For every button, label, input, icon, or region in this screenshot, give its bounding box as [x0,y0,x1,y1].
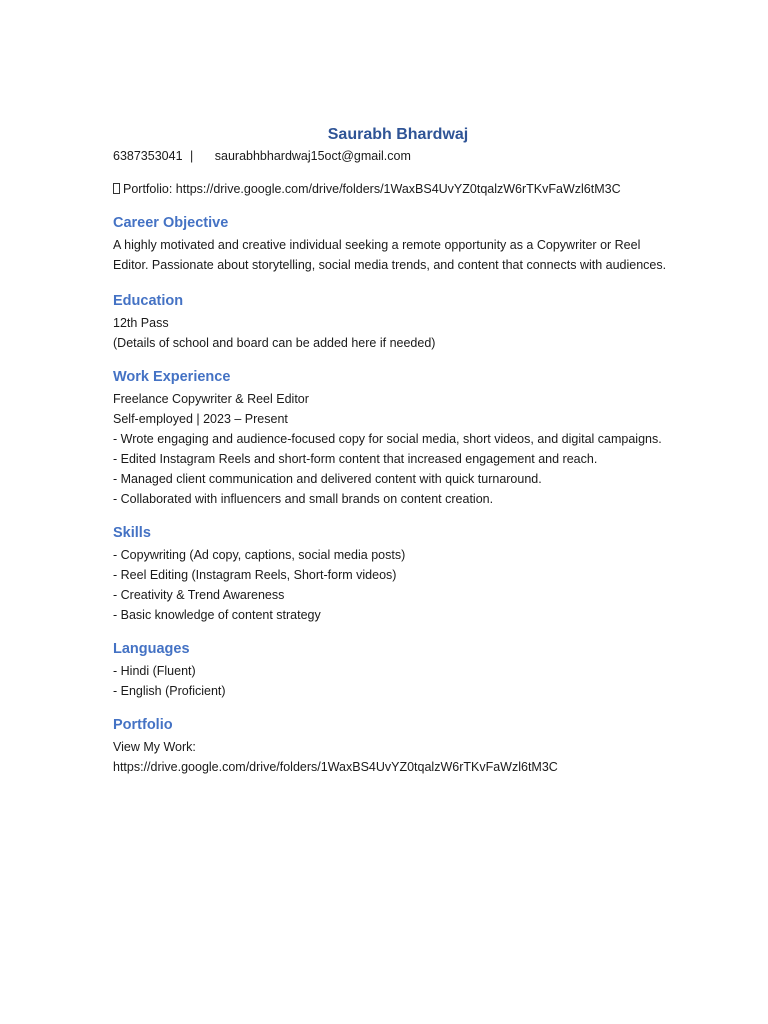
contact-line [113,146,673,166]
portfolio-url: https://drive.google.com/drive/folders/1WaxBS4UvYZ0tqalzW6rTKvFaWzl6tM3C [113,760,558,774]
work-bullet: - Managed client communication and delivered content with quick turnaround. [113,472,542,486]
language-item: - Hindi (Fluent) [113,664,196,678]
work-bullet: - Collaborated with influencers and small brands on content creation. [113,492,494,506]
languages-heading: Languages [113,641,190,657]
skill-item: - Creativity & Trend Awareness [113,588,285,602]
work-bullet: - Wrote engaging and audience-focused copy for social media, short videos, and digital campaigns. [113,432,662,446]
work-experience-heading: Work Experience [113,369,231,385]
job-title: Freelance Copywriter & Reel Editor [113,392,309,406]
candidate-name: Saurabh Bhardwaj [327,126,469,143]
work-bullet: - Edited Instagram Reels and short-form content that increased engagement and reach. [113,452,598,466]
portfolio-contact-line [113,179,673,199]
portfolio-heading: Portfolio [113,717,173,733]
language-item: - English (Proficient) [113,684,226,698]
education-heading: Education [113,293,184,309]
portfolio-label: View My Work: [113,740,196,754]
portfolio-contact-text: Portfolio: https://drive.google.com/drive/folders/1WaxBS4UvYZ0tqalzW6rTKvFaWzl6tM3C [123,182,621,196]
skill-item: - Copywriting (Ad copy, captions, social media posts) [113,548,406,562]
career-objective-text: A highly motivated and creative individual seeking a remote opportunity as a Copywriter or Reel Editor. Passionate about storytelling, social media trends, and content that connects with audiences. [113,238,667,272]
job-period: Self-employed | 2023 – Present [113,412,288,426]
contact-separator: | [190,149,194,163]
education-line: 12th Pass [113,316,169,330]
education-line: (Details of school and board can be added here if needed) [113,336,436,350]
missing-glyph-icon [113,183,120,194]
skill-item: - Reel Editing (Instagram Reels, Short-form videos) [113,568,397,582]
resume-page [113,124,673,777]
phone-number: 6387353041 [113,149,183,163]
career-objective-heading: Career Objective [113,215,229,231]
email-address: saurabhbhardwaj15oct@gmail.com [214,149,411,163]
skill-item: - Basic knowledge of content strategy [113,608,321,622]
skills-heading: Skills [113,525,151,541]
